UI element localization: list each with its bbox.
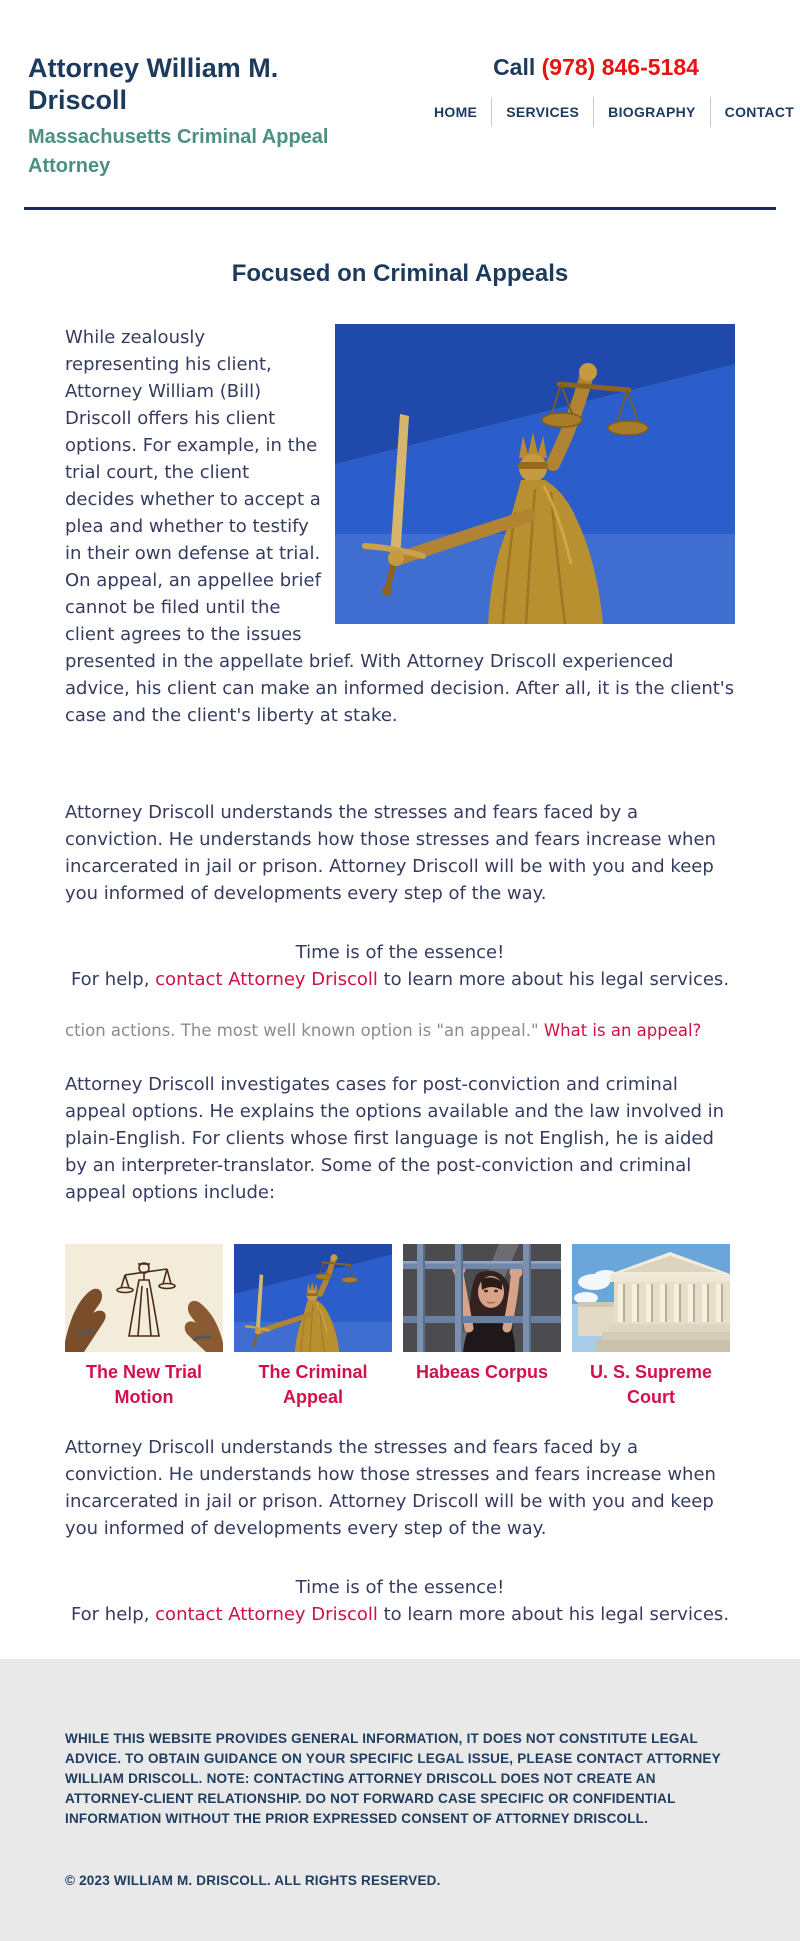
option-cards: [65, 1244, 735, 1410]
copyright-notice: © 2023 WILLIAM M. DRISCOLL. ALL RIGHTS RESERVED.: [65, 1872, 441, 1888]
page-title: Focused on Criminal Appeals: [231, 260, 569, 287]
site-footer: [0, 1659, 800, 1941]
card-label[interactable]: Habeas Corpus: [415, 1362, 549, 1382]
card-label[interactable]: U. S. Supreme Court: [589, 1362, 713, 1407]
call-line: [420, 54, 772, 80]
what-is-an-appeal-link[interactable]: What is an appeal?: [543, 1021, 702, 1040]
header-right: [420, 52, 795, 127]
contact-attorney-link[interactable]: contact Attorney Driscoll: [155, 969, 378, 990]
truncated-text-line: [65, 1019, 735, 1043]
intro-section: [65, 324, 735, 729]
brand-block: [28, 52, 350, 181]
options-paragraph: Attorney Driscoll investigates cases for post-conviction and criminal appeal options. He explains the options available and the law involved in plain-English. For clients whose first language is not English, he is aided by an interpreter-translator. Some of the post-conviction and criminal appeal options include:: [65, 1074, 725, 1203]
card-label[interactable]: The New Trial Motion: [85, 1362, 203, 1407]
site-header: [0, 0, 800, 181]
cta-help-suffix: to learn more about his legal services.: [377, 1604, 730, 1625]
intro-paragraph: While zealously representing his client, Attorney William (Bill) Driscoll offers his client options. For example, in the trial court, the client decides whether to accept a plea and whether to testify in their own defense at trial. On appeal, an appellee brief cannot be filed until the client agrees to the issues presented in the appellate brief. With Attorney Driscoll experienced advice, his client can make an informed decision. After all, it is the client's case and the client's liberty at stake.: [65, 327, 735, 726]
stress-paragraph-repeat: Attorney Driscoll understands the stresses and fears faced by a conviction. He understands how those stresses and fears increase when incarcerated in jail or prison. Attorney Driscoll will be with you and keep you informed of developments every step of the way.: [65, 1437, 716, 1539]
cta-block: [65, 939, 735, 993]
lady-justice-statue-photo[interactable]: [234, 1244, 392, 1352]
stress-paragraph: Attorney Driscoll understands the stresses and fears faced by a conviction. He understands how those stresses and fears increase when incarcerated in jail or prison. Attorney Driscoll will be with you and keep you informed of developments every step of the way.: [65, 802, 716, 904]
supreme-court-building-photo[interactable]: [572, 1244, 730, 1352]
cta-block-repeat: [65, 1574, 735, 1628]
cta-help-prefix: For help,: [70, 969, 156, 990]
card-us-supreme-court[interactable]: [572, 1244, 730, 1410]
site-tagline: Massachusetts Criminal Appeal Attorney: [28, 126, 329, 177]
cta-headline: Time is of the essence!: [295, 942, 505, 963]
contact-attorney-link[interactable]: contact Attorney Driscoll: [155, 1604, 378, 1625]
cta-headline: Time is of the essence!: [295, 1577, 505, 1598]
card-label[interactable]: The Criminal Appeal: [258, 1362, 368, 1407]
cta-help-prefix: For help,: [70, 1604, 156, 1625]
nav-item-contact[interactable]: CONTACT: [711, 97, 800, 127]
main-content: [0, 210, 800, 1628]
legal-disclaimer: WHILE THIS WEBSITE PROVIDES GENERAL INFORMATION, IT DOES NOT CONSTITUTE LEGAL ADVICE. TO OBTAIN GUIDANCE ON YOUR SPECIFIC LEGAL ISSUE, PLEASE CONTACT ATTORNEY WILLIAM DRISCOLL. NOTE: CONTACTING ATTORNEY DRISCOLL DOES NOT CREATE AN ATTORNEY-CLIENT RELATIONSHIP. DO NOT FORWARD CASE SPECIFIC OR CONFIDENTIAL INFORMATION WITHOUT THE PRIOR EXPRESSED CONSENT OF ATTORNEY DRISCOLL.: [65, 1730, 721, 1826]
nav-item-home[interactable]: HOME: [420, 97, 492, 127]
main-nav: [420, 97, 800, 127]
cta-help-line: [65, 966, 735, 993]
call-label: Call: [493, 54, 542, 80]
card-habeas-corpus[interactable]: [403, 1244, 561, 1410]
woman-behind-bars-photo[interactable]: [403, 1244, 561, 1352]
truncated-prefix: ction actions. The most well known option is "an appeal.": [65, 1021, 544, 1040]
phone-number-link[interactable]: (978) 846-5184: [541, 54, 699, 80]
nav-item-biography[interactable]: BIOGRAPHY: [594, 97, 711, 127]
handcuffed-hands-justice-drawing-photo[interactable]: [65, 1244, 223, 1352]
cta-help-suffix: to learn more about his legal services.: [377, 969, 730, 990]
nav-item-services[interactable]: SERVICES: [492, 97, 594, 127]
cta-help-line: [65, 1601, 735, 1628]
card-new-trial-motion[interactable]: [65, 1244, 223, 1410]
site-title: Attorney William M. Driscoll: [28, 53, 279, 115]
lady-justice-statue-photo: [335, 324, 735, 624]
card-criminal-appeal[interactable]: [234, 1244, 392, 1410]
